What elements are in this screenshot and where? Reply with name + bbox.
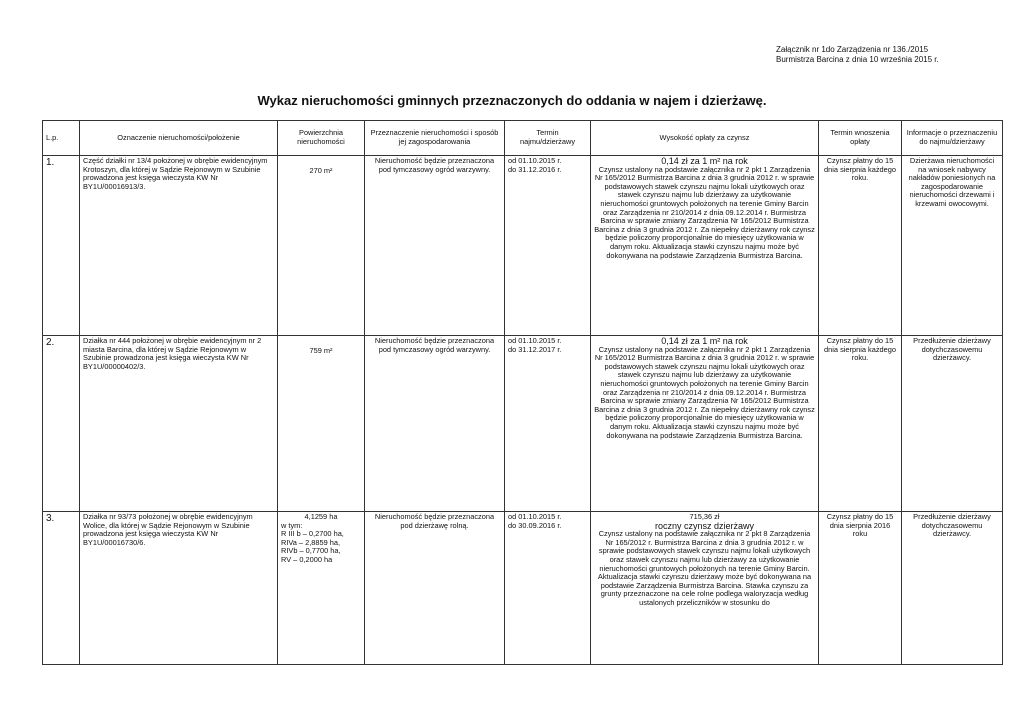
row-fee <box>591 156 819 336</box>
header-purpose: Przeznaczenie nieruchomości i sposób jej zagospodarowania <box>365 121 505 156</box>
table-header-row <box>43 121 1003 156</box>
row-area <box>278 336 365 512</box>
row-fee-body: Czynsz ustalony na podstawie załącznika nr 2 pkt 1 Zarządzenia Nr 165/2012 Burmistrza Barcina z dnia 3 grudnia 2012 r. w sprawie podstawowych stawek czynszu najmu lokali użytkowych oraz stawek czynszu najmu lub dzierżawy za użytkowanie nieruchomości gruntowych położonych na terenie Gminy Barcin oraz Zarządzenia nr 210/2014 z dnia 09.12.2014 r. Burmistrza Barcina w sprawie zmiany Zarządzenia Nr 165/2012 Burmistrza Barcina z dnia 3 grudnia 2012 r. Za niepełny dzierżawny rok czynsz będzie policzony proporcjonalnie do miesięcy użytkowania w danym roku. Aktualizacja stawki czynszu najmu może być dokonywana na podstawie Zarządzenia Burmistrza Barcina. <box>594 344 815 440</box>
annex-line-1: Załącznik nr 1do Zarządzenia nr 136./2015 <box>776 45 929 54</box>
row-area-value: 4,1259 ha <box>304 512 338 521</box>
header-fee: Wysokość opłaty za czynsz <box>591 121 819 156</box>
row-fee-body: Czynsz ustalony na podstawie załącznika nr 2 pkt 8 Zarządzenia Nr 165/2012 r. Burmistrza Barcina z dnia 3 grudnia 2012 r. w sprawie podstawowych stawek czynszu najmu lokali użytkowych oraz stawek czynszu najmu lub dzierżawy za użytkowanie nieruchomości gruntowych położonych na terenie Gminy Barcin. Aktualizacja stawki czynszu dzierżawy może być dokonywana na podstawie Zarządzenia Burmistrza Barcina. Stawka czynszu za grunty przeznaczone na cele rolne podlega waloryzacja według ustalonych przeliczników w stosunku do <box>597 529 812 607</box>
row-lp: 1. <box>43 156 80 336</box>
row-due: Czynsz płatny do 15 dnia sierpnia 2016 roku <box>819 512 902 665</box>
annex-line-2: Burmistrza Barcina z dnia 10 września 2015 r. <box>776 55 939 64</box>
row-area-value: 270 m² <box>309 166 333 175</box>
header-area: Powierzchnia nieruchomości <box>278 121 365 156</box>
row-designation: Część działki nr 13/4 położonej w obrębie ewidencyjnym Krotoszyn, dla której w Sądzie Rejonowym w Szubinie prowadzona jest księga wieczysta KW Nr BY1U/00016913/3. <box>80 156 278 336</box>
row-fee-body: Czynsz ustalony na podstawie załącznika nr 2 pkt 1 Zarządzenia Nr 165/2012 Burmistrza Barcina z dnia 3 grudnia 2012 r. w sprawie podstawowych stawek czynszu najmu lokali użytkowych oraz stawek czynszu najmu lub dzierżawy za użytkowanie nieruchomości gruntowych położonych na terenie Gminy Barcin oraz Zarządzenia nr 210/2014 z dnia 09.12.2014 r. Burmistrza Barcina w sprawie zmiany Zarządzenia Nr 165/2012 Burmistrza Barcina z dnia 3 grudnia 2012 r. Za niepełny dzierżawny rok czynsz będzie policzony proporcjonalnie do miesięcy użytkowania w danym roku. Aktualizacja stawki czynszu najmu może być dokonywana na podstawie Zarządzenia Burmistrza Barcina. <box>594 164 815 260</box>
header-lp: L.p. <box>43 121 80 156</box>
row-term-from: od 01.10.2015 r. <box>508 156 562 165</box>
row-fee-head: 0,14 zł za 1 m² na rok <box>661 336 748 346</box>
row-designation: Działka nr 444 położonej w obrębie ewidencyjnym nr 2 miasta Barcina, dla której w Sądzie Rejonowym w Szubinie prowadzona jest księga wieczysta KW Nr BY1U/00000402/3. <box>80 336 278 512</box>
header-designation: Oznaczenie nieruchomości/położenie <box>80 121 278 156</box>
row-area-breakdown: w tym: R III b – 0,2700 ha, RIVa – 2,8859 ha, RIVb – 0,7700 ha, RV – 0,2000 ha <box>281 520 344 564</box>
row-term-to: do 31.12.2017 r. <box>508 344 562 354</box>
row-fee-head: 0,14 zł za 1 m² na rok <box>661 156 748 166</box>
row-purpose: Nieruchomość będzie przeznaczona pod tymczasowy ogród warzywny. <box>365 336 505 512</box>
table-row <box>43 336 1003 512</box>
row-due: Czynsz płatny do 15 dnia sierpnia każdego roku. <box>819 156 902 336</box>
row-lp: 2. <box>43 336 80 512</box>
row-term <box>505 512 591 665</box>
document-title: Wykaz nieruchomości gminnych przeznaczonych do oddania w najem i dzierżawę. <box>257 93 767 108</box>
row-fee <box>591 336 819 512</box>
header-term: Termin najmu/dzierżawy <box>505 121 591 156</box>
row-term <box>505 336 591 512</box>
row-fee-head: 715,36 zł <box>689 512 720 521</box>
row-term <box>505 156 591 336</box>
row-fee-head-2: roczny czynsz dzierżawy <box>654 520 755 531</box>
table-row <box>43 512 1003 665</box>
row-area <box>278 512 365 665</box>
header-info: Informacje o przeznaczeniu do najmu/dzierżawy <box>902 121 1003 156</box>
table-row <box>43 156 1003 336</box>
row-term-to: do 31.12.2016 r. <box>508 164 562 174</box>
row-designation: Działka nr 93/73 położonej w obrębie ewidencyjnym Wolice, dla której w Sądzie Rejonowym w Szubinie prowadzona jest księga wieczysta KW Nr BY1U/00016730/6. <box>80 512 278 665</box>
row-term-from: od 01.10.2015 r. <box>508 336 562 345</box>
row-term-from: od 01.10.2015 r. <box>508 512 562 521</box>
row-info: Dzierżawa nieruchomości na wniosek nabywcy nakładów poniesionych na zagospodarowanie nieruchomości drzewami i krzewami owocowymi. <box>902 156 1003 336</box>
property-table <box>42 120 1003 665</box>
row-area-value: 759 m² <box>309 346 333 355</box>
header-due: Termin wnoszenia opłaty <box>819 121 902 156</box>
row-area <box>278 156 365 336</box>
row-lp: 3. <box>43 512 80 665</box>
row-purpose: Nieruchomość będzie przeznaczona pod dzierżawę rolną. <box>365 512 505 665</box>
row-info: Przedłużenie dzierżawy dotychczasowemu dzierżawcy. <box>902 336 1003 512</box>
row-purpose: Nieruchomość będzie przeznaczona pod tymczasowy ogród warzywny. <box>365 156 505 336</box>
row-fee <box>591 512 819 665</box>
row-info: Przedłużenie dzierżawy dotychczasowemu dzierżawcy. <box>902 512 1003 665</box>
annex-note <box>776 45 939 65</box>
row-due: Czynsz płatny do 15 dnia sierpnia każdego roku. <box>819 336 902 512</box>
row-term-to: do 30.09.2016 r. <box>508 520 562 530</box>
